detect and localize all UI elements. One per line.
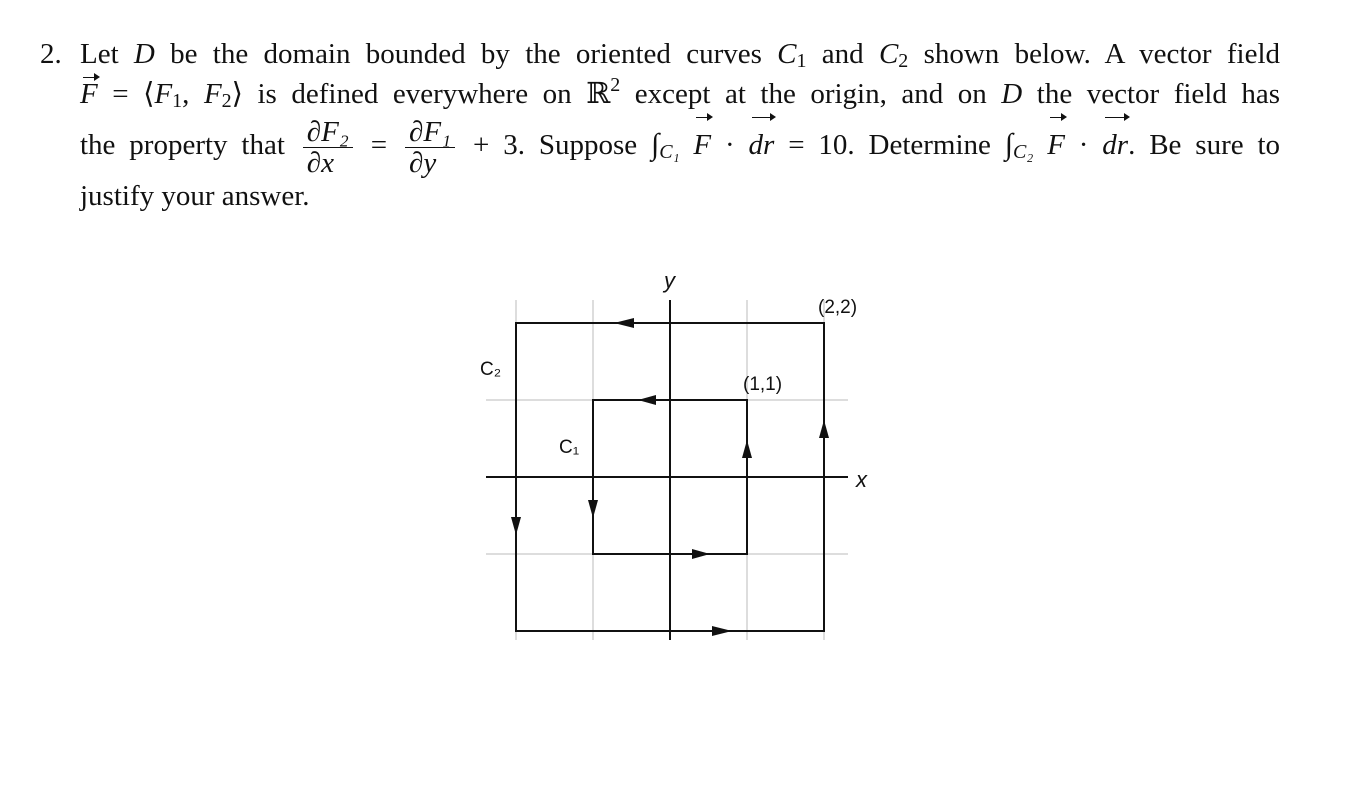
problem-line-2: $F = ⟨F_1$, $F_2⟩$ is defined everywhere on ℝ$^2$ except at the origin, and on D the vector field has — [80, 74, 1281, 112]
integral-sign: ∫ — [651, 128, 660, 161]
y-axis-label: y — [664, 268, 675, 293]
point-outer-label: (2,2) — [818, 297, 858, 318]
curve-c2-label: C₂ — [480, 359, 502, 380]
c2-arrow-bottom — [712, 626, 732, 636]
c2-arrow-top — [614, 318, 634, 328]
c1-arrow-top — [638, 395, 656, 405]
curve-c1-label: C₁ — [559, 437, 580, 458]
c2-arrow-left — [511, 517, 521, 535]
partial-fraction-2: $\frac{\text{∂F₁}}{\partial y}$ — [405, 117, 455, 178]
c1-arrow-right — [742, 440, 752, 458]
c1-arrow-bottom — [692, 549, 710, 559]
c2-arrow-right — [819, 420, 829, 438]
partial-fraction-1: $\frac{\text{∂F₂}}{\partial x}$ — [303, 117, 353, 178]
problem-line-3: the property that $\frac{\text{∂F₂}}{\partial x}$ = $\frac{\text{∂F₁}}{\partial y}$ + 3. Suppose $\int_{C_1}$ F · dr = 10. Determine $\int_{C_2}$ F · dr. Be sure to — [80, 115, 1281, 179]
point-inner-label: (1,1) — [743, 374, 783, 395]
c1-arrow-left — [588, 500, 598, 518]
problem-number: 2. — [40, 38, 62, 70]
problem-line-4: justify your answer. — [80, 180, 310, 212]
problem-line-1: Let D be the domain bounded by the oriented curves $C_1$ and $C_2$ shown below. A vector field — [80, 38, 1280, 72]
x-axis-label: x — [856, 467, 867, 492]
grid-lines — [486, 300, 848, 640]
